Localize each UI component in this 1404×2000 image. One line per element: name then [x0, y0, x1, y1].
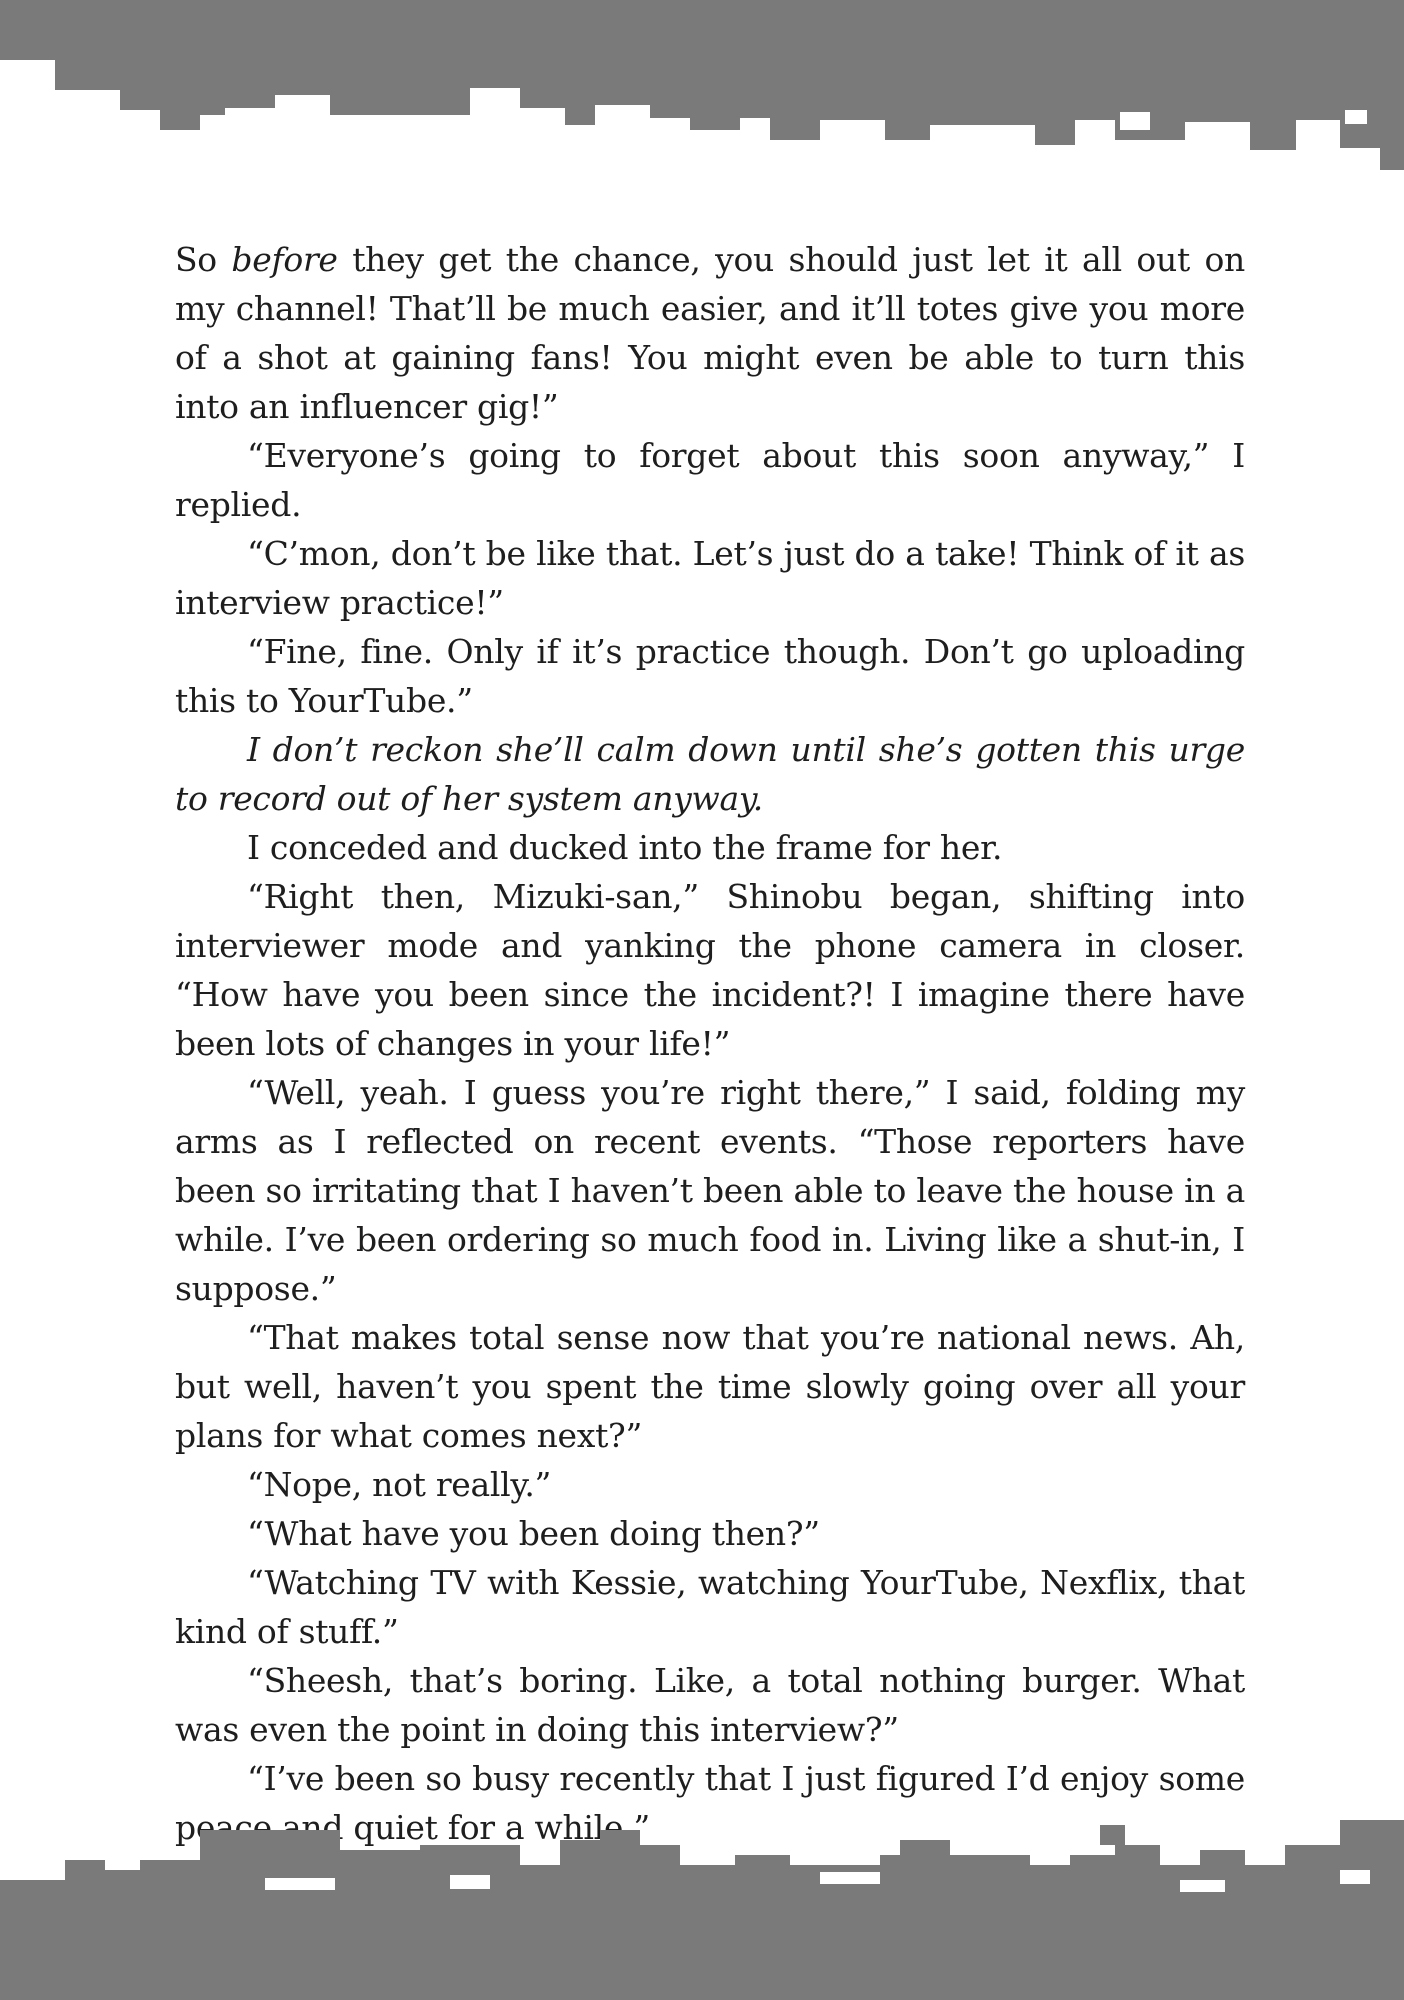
- bottom-pixel-border: [0, 1810, 1404, 2000]
- paragraph-4: “Fine, fine. Only if it’s practice though. Don’t go uploading this to YourTube.”: [175, 632, 1245, 720]
- top-pixel-border: [0, 0, 1404, 170]
- paragraph-14: “I’ve been so busy recently that I just figured I’d enjoy some peace and quiet for a while.”: [175, 1759, 1245, 1847]
- paragraph-2: “Everyone’s going to forget about this soon anyway,” I replied.: [175, 436, 1245, 524]
- paragraph-6: I conceded and ducked into the frame for her.: [247, 828, 1003, 867]
- paragraph-5-inner-thought: I don’t reckon she’ll calm down until she’s gotten this urge to record out of her system anyway.: [175, 730, 1245, 818]
- paragraph-1-run-1: So: [175, 240, 232, 279]
- paragraph-8: “Well, yeah. I guess you’re right there,” I said, folding my arms as I reflected on recent events. “Those reporters have been so irritating that I haven’t been able to leave the house in a while. I’ve been ordering so much food in. Living like a shut-in, I suppose.”: [175, 1073, 1245, 1308]
- paragraph-9: “That makes total sense now that you’re national news. Ah, but well, haven’t you spent the time slowly going over all your plans for what comes next?”: [175, 1318, 1245, 1455]
- paragraph-3: “C’mon, don’t be like that. Let’s just do a take! Think of it as interview practice!”: [175, 534, 1245, 622]
- paragraph-1: [175, 235, 1245, 431]
- paragraph-1-run-3: they get the chance, you should just let it all out on my channel! That’ll be much easier, and it’ll totes give you more of a shot at gaining fans! You might even be able to turn this into an influencer gig!”: [175, 240, 1245, 426]
- paragraph-1-run-2-italic: before: [231, 240, 338, 279]
- paragraph-12: “Watching TV with Kessie, watching YourTube, Nexflix, that kind of stuff.”: [175, 1563, 1245, 1651]
- bottom-pixel-border-graphic: [0, 1810, 1404, 2000]
- paragraph-11: “What have you been doing then?”: [247, 1514, 820, 1553]
- paragraph-7: “Right then, Mizuki-san,” Shinobu began, shifting into interviewer mode and yanking the phone camera in closer. “How have you been since the incident?! I imagine there have been lots of changes in your life!”: [175, 877, 1245, 1063]
- top-pixel-border-graphic: [0, 0, 1404, 170]
- paragraph-10: “Nope, not really.”: [247, 1465, 552, 1504]
- story-text: [175, 235, 1245, 1852]
- paragraph-13: “Sheesh, that’s boring. Like, a total nothing burger. What was even the point in doing this interview?”: [175, 1661, 1245, 1749]
